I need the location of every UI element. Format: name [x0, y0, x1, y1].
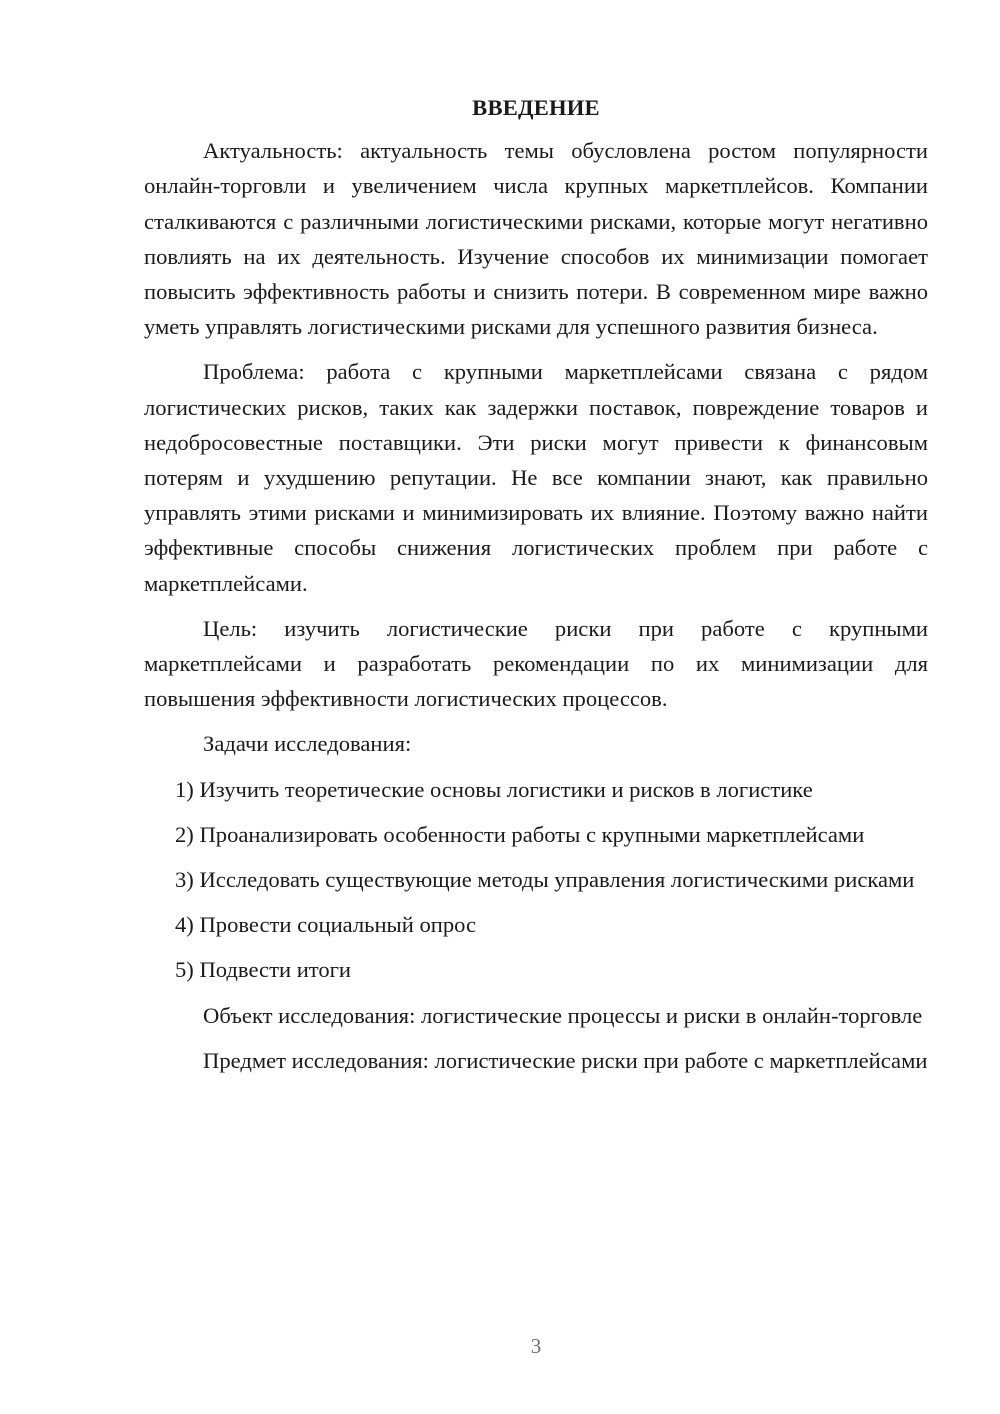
- paragraph-problem: Проблема: работа с крупными маркетплейсами связана с рядом логистических рисков, таких как задержки поставок, повреждение товаров и недобросовестные поставщики. Эти риски могут привести к финансовым потерям и ухудшению репутации. Не все компании знают, как правильно управлять этими рисками и минимизировать их влияние. Поэтому важно найти эффективные способы снижения логистических проблем при работе с маркетплейсами.: [144, 359, 928, 596]
- tasks-heading: Задачи исследования:: [203, 731, 412, 757]
- task-item-5: 5) Подвести итоги: [175, 957, 352, 983]
- page-content: [144, 90, 928, 1088]
- task-item-4: 4) Провести социальный опрос: [175, 912, 477, 938]
- task-item-2: 2) Проанализировать особенности работы с крупными маркетплейсами: [175, 821, 865, 847]
- paragraph-subject: Предмет исследования: логистические риски при работе с маркетплейсами: [203, 1047, 928, 1073]
- paragraph-goal: Цель: изучить логистические риски при работе с крупными маркетплейсами и разработать рекомендации по их минимизации для повышения эффективности логистических процессов.: [144, 615, 928, 712]
- paragraph-relevance: Актуальность: актуальность темы обусловлена ростом популярности онлайн-торговли и увеличением числа крупных маркетплейсов. Компании сталкиваются с различными логистическими рисками, которые могут негативно повлиять на их деятельность. Изучение способов их минимизации помогает повысить эффективность работы и снизить потери. В современном мире важно уметь управлять логистическими рисками для успешного развития бизнеса.: [144, 138, 928, 340]
- page-number: 3: [530, 1334, 542, 1358]
- section-title: ВВЕДЕНИЕ: [472, 95, 600, 120]
- paragraph-object: Объект исследования: логистические процессы и риски в онлайн-торговле: [203, 1002, 923, 1028]
- task-item-3: 3) Исследовать существующие методы управления логистическими рисками: [175, 867, 915, 893]
- task-item-1: 1) Изучить теоретические основы логистики и рисков в логистике: [175, 776, 813, 802]
